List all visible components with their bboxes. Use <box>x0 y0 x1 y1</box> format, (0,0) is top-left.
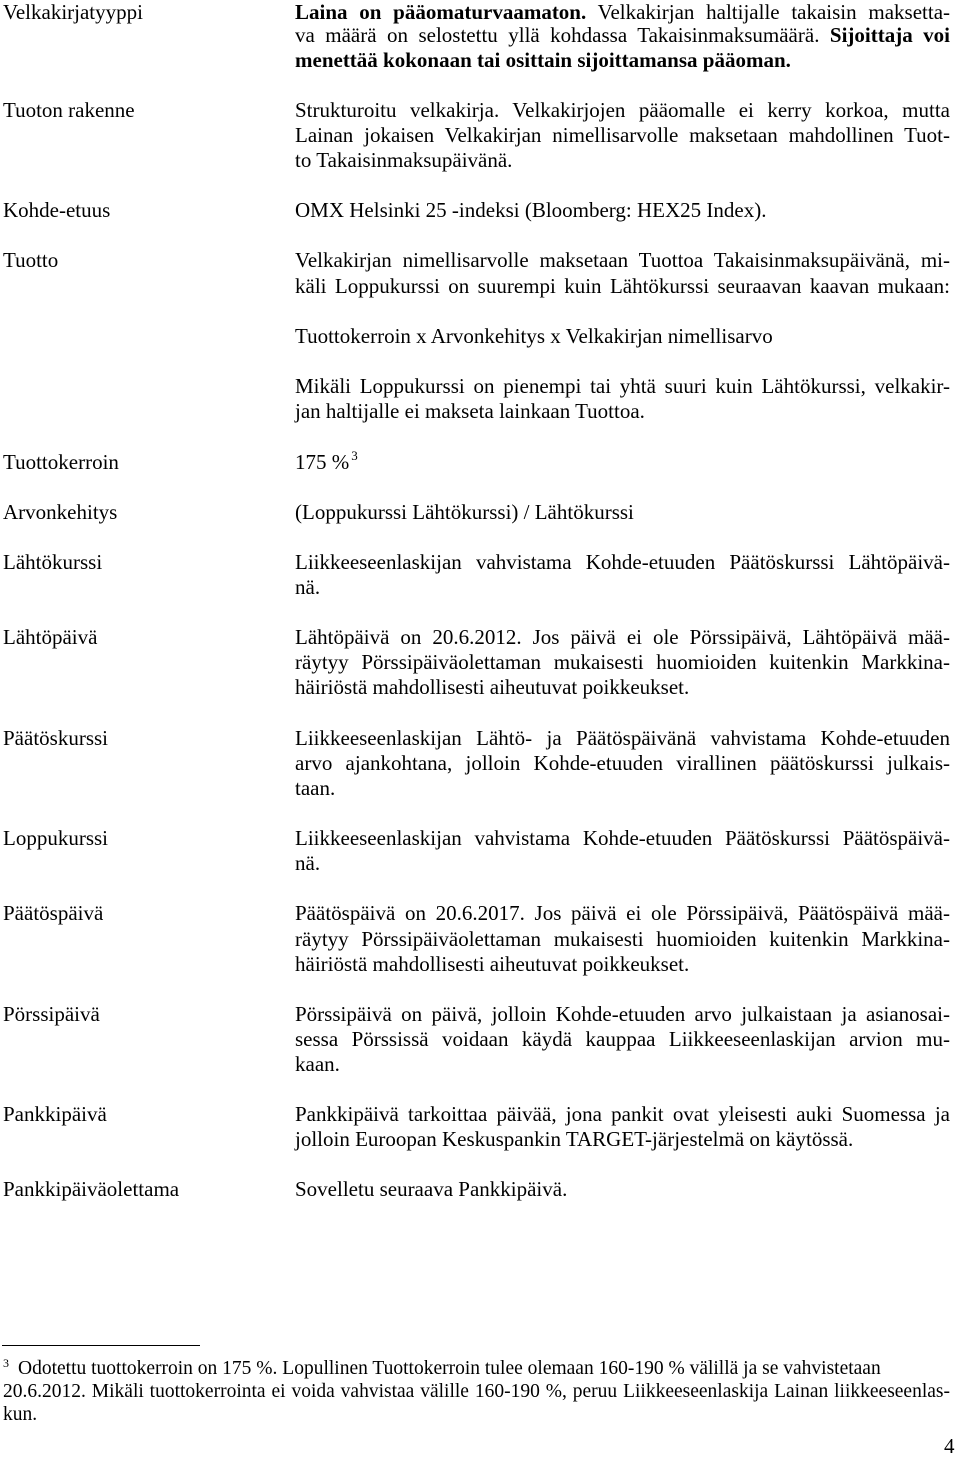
term-text-line: kaan. <box>295 1052 340 1076</box>
term-text-line: räytyy Pörssipäiväolettaman mukaisesti huomioiden kuitenkin Markkina- <box>295 650 950 674</box>
term-text-line <box>295 0 950 25</box>
term-text-line: (Loppukurssi Lähtökurssi) / Lähtökurssi <box>295 500 634 524</box>
term-text-line: arvo ajankohtana, jolloin Kohde-etuuden virallinen päätöskurssi julkais- <box>295 751 950 775</box>
footnote-reference: 3 <box>351 448 358 463</box>
term-label-pankkipaiva: Pankkipäivä <box>3 1102 107 1126</box>
term-label-loppukurssi: Loppukurssi <box>3 826 108 850</box>
term-label-paatoskurssi: Päätöskurssi <box>3 726 108 750</box>
footnote-line <box>3 1357 950 1382</box>
footnote-text: Odotettu tuottokerroin on 175 %. Lopullinen Tuottokerroin tulee olemaan 160-190 % välillä ja se vahvistetaan <box>18 1358 881 1379</box>
term-text-line: to Takaisinmaksupäivänä. <box>295 148 513 172</box>
term-label-arvonkehitys: Arvonkehitys <box>3 500 118 524</box>
term-text-line: Velkakirjan nimellisarvolle maksetaan Tuottoa Takaisinmaksupäivänä, mi- <box>295 248 950 272</box>
page-number: 4 <box>944 1434 955 1458</box>
term-label-tuoton-rakenne: Tuoton rakenne <box>3 98 135 122</box>
term-text-line: jan haltijalle ei makseta lainkaan Tuottoa. <box>295 399 645 423</box>
term-label-porssipaiva: Pörssipäivä <box>3 1002 100 1026</box>
bold-text: Sijoittaja voi <box>829 23 950 47</box>
term-text-line: jolloin Euroopan Keskuspankin TARGET-järjestelmä on käytössä. <box>295 1127 854 1151</box>
term-text-line: sessa Pörssissä voidaan käydä kauppaa Liikkeeseenlaskijan arvion mu- <box>295 1027 950 1051</box>
term-text-line <box>295 450 950 477</box>
term-label-velkakirjatyyppi: Velkakirjatyyppi <box>3 0 143 24</box>
term-text-line: Strukturoitu velkakirja. Velkakirjojen pääomalle ei kerry korkoa, mutta <box>295 98 950 122</box>
term-text-line: Pankkipäivä tarkoittaa päivää, jona pankit ovat yleisesti auki Suomessa ja <box>295 1102 950 1126</box>
term-label-lahtokurssi: Lähtökurssi <box>3 550 103 574</box>
bold-text: menettää kokonaan tai osittain sijoittamansa pääoman. <box>295 48 791 72</box>
footnote-line: 20.6.2012. Mikäli tuottokerrointa ei voida vahvistaa välille 160-190 %, peruu Liikkeeseenlaskija Lainan liikkeeseenlas- <box>3 1381 950 1402</box>
term-text-line: Pörssipäivä on päivä, jolloin Kohde-etuuden arvo julkaistaan ja asianosai- <box>295 1002 950 1026</box>
term-text-line: Liikkeeseenlaskijan vahvistama Kohde-etuuden Päätöskurssi Lähtöpäivä- <box>295 550 950 574</box>
footnote-marker: 3 <box>3 1356 9 1370</box>
term-label-kohde-etuus: Kohde-etuus <box>3 198 111 222</box>
term-label-pankkipaivaolettama: Pankkipäiväolettama <box>3 1177 180 1201</box>
text-segment: Velkakirjan haltijalle takaisin maksetta- <box>586 0 951 24</box>
term-label-lahtopaiva: Lähtöpäivä <box>3 625 98 649</box>
term-text-line: Lainan jokaisen Velkakirjan nimellisarvolle maksetaan mahdollinen Tuot- <box>295 123 950 147</box>
term-text-line: Liikkeeseenlaskijan Lähtö- ja Päätöspäivänä vahvistama Kohde-etuuden <box>295 726 950 750</box>
term-text-line: Mikäli Loppukurssi on pienempi tai yhtä suuri kuin Lähtökurssi, velkakir- <box>295 374 950 398</box>
bold-text: Laina on pääomaturvaamaton. <box>295 0 587 24</box>
footnote-line: kun. <box>3 1404 38 1425</box>
term-text-line <box>295 23 950 48</box>
term-text-line: OMX Helsinki 25 -indeksi (Bloomberg: HEX25 Index). <box>295 198 767 222</box>
term-label-tuottokerroin: Tuottokerroin <box>3 450 119 474</box>
term-text-line: Sovelletu seuraava Pankkipäivä. <box>295 1177 568 1201</box>
tuottokerroin-value: 175 % <box>295 450 350 474</box>
term-text-line: nä. <box>295 575 321 599</box>
term-text-line: käli Loppukurssi on suurempi kuin Lähtökurssi seuraavan kaavan mukaan: <box>295 274 950 298</box>
term-text-line: Päätöspäivä on 20.6.2017. Jos päivä ei ole Pörssipäivä, Päätöspäivä mää- <box>295 901 950 925</box>
text-segment: va määrä on selostettu yllä kohdassa Takaisinmaksumäärä. <box>295 23 830 47</box>
term-text-line: räytyy Pörssipäiväolettaman mukaisesti huomioiden kuitenkin Markkina- <box>295 927 950 951</box>
term-label-paatospaiva: Päätöspäivä <box>3 901 104 925</box>
term-text-line: nä. <box>295 851 321 875</box>
term-text-line: häiriöstä mahdollisesti aiheutuvat poikkeukset. <box>295 675 690 699</box>
term-text-line: häiriöstä mahdollisesti aiheutuvat poikkeukset. <box>295 952 690 976</box>
footnote-separator <box>2 1345 200 1346</box>
term-text-line <box>295 48 950 73</box>
term-text-line: taan. <box>295 776 336 800</box>
term-label-tuotto: Tuotto <box>3 248 59 272</box>
formula-line: Tuottokerroin x Arvonkehitys x Velkakirjan nimellisarvo <box>295 324 773 348</box>
term-text-line: Lähtöpäivä on 20.6.2012. Jos päivä ei ole Pörssipäivä, Lähtöpäivä mää- <box>295 625 950 649</box>
term-text-line: Liikkeeseenlaskijan vahvistama Kohde-etuuden Päätöskurssi Päätöspäivä- <box>295 826 950 850</box>
